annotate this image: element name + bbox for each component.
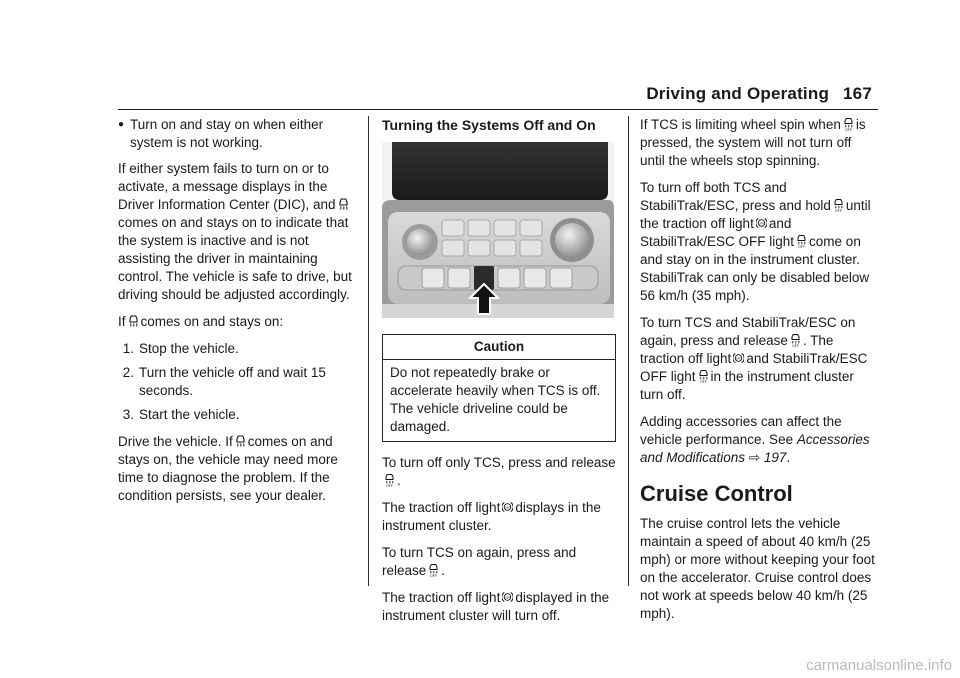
header-rule — [118, 109, 878, 110]
column-divider-1 — [368, 116, 369, 586]
step-text: Turn the vehicle off and wait 15 seconds. — [139, 365, 326, 398]
header-title: Driving and Operating — [646, 84, 830, 103]
text: in the instrument cluster turn off. — [640, 369, 854, 402]
text: To turn off both TCS and StabiliTrak/ESC, press and hold — [640, 180, 831, 213]
page-header — [646, 84, 872, 104]
text: . The traction off light — [640, 333, 834, 366]
bullet-item — [118, 116, 362, 152]
text: The traction off light — [382, 590, 501, 605]
section-title: Cruise Control — [640, 481, 793, 506]
page-ref-number[interactable]: 197 — [763, 450, 787, 465]
console-photo — [382, 142, 614, 318]
text: . — [397, 473, 401, 488]
car-skid-icon — [338, 197, 349, 211]
text: and StabiliTrak/ESC OFF light — [640, 216, 795, 249]
traction-off-icon — [733, 351, 744, 365]
page-ref-arrow-icon: ⇨ — [748, 450, 761, 465]
text: Adding accessories can affect the vehicle performance. See — [640, 414, 842, 447]
traction-off-icon — [502, 500, 513, 514]
text: and StabiliTrak/ESC OFF light — [640, 351, 868, 384]
text: The cruise control lets the vehicle maintain a speed of about 40 km/h (25 mph) or more without keeping your foot on the accelerator. Cruise control does not work at speeds below 40 km/h (25 mph). — [640, 516, 875, 621]
list-item — [118, 406, 362, 424]
step-number: 3. — [122, 407, 134, 422]
text: come on and stay on in the instrument cluster. StabiliTrak can only be disabled below 56 km/h (35 mph). — [640, 234, 870, 303]
paragraph — [382, 589, 616, 625]
cross-reference-link[interactable]: Accessories and Modifications — [640, 432, 870, 465]
text: displays in the instrument cluster. — [382, 500, 601, 533]
steps-list — [118, 340, 362, 424]
paragraph — [118, 433, 362, 505]
column-divider-2 — [628, 116, 629, 586]
text: If either system fails to turn on or to activate, a message displays in the Driver Information Center (DIC), and — [118, 161, 336, 212]
paragraph — [382, 499, 616, 535]
text: comes on and stays on to indicate that the system is inactive and is not assisting the driver in maintaining control. The vehicle is safe to drive, but driving should be adjusted accordingly. — [118, 215, 352, 302]
text: If — [118, 314, 126, 329]
list-item — [118, 340, 362, 358]
text: The traction off light — [382, 500, 501, 515]
caution-title: Caution — [383, 335, 615, 360]
page-number: 167 — [843, 84, 872, 103]
text: If TCS is limiting wheel spin when — [640, 117, 841, 132]
car-skid-icon — [128, 314, 139, 328]
car-off-icon — [833, 198, 844, 212]
text: Drive the vehicle. If — [118, 434, 233, 449]
traction-off-icon — [756, 216, 767, 230]
caution-body: Do not repeatedly brake or accelerate heavily when TCS is off. The vehicle driveline could be damaged. — [390, 365, 601, 434]
text: To turn TCS and StabiliTrak/ESC on again, press and release — [640, 315, 856, 348]
text: To turn TCS on again, press and release — [382, 545, 577, 578]
paragraph — [640, 515, 878, 623]
car-off-icon — [384, 473, 395, 487]
text: . — [786, 450, 791, 465]
car-off-icon — [796, 234, 807, 248]
text: is pressed, the system will not turn off until the wheels stop spinning. — [640, 117, 866, 168]
text: . — [441, 563, 446, 578]
car-off-icon — [698, 369, 709, 383]
car-off-icon — [843, 117, 854, 131]
column-1 — [118, 116, 362, 514]
watermark: carmanualsonline.info — [806, 657, 952, 674]
car-off-icon — [790, 333, 801, 347]
paragraph — [640, 116, 878, 170]
paragraph — [640, 179, 878, 305]
paragraph — [640, 413, 878, 467]
section-heading: Turning the Systems Off and On — [382, 117, 596, 133]
paragraph — [382, 454, 616, 490]
step-text: Start the vehicle. — [139, 407, 240, 422]
step-text: Stop the vehicle. — [139, 341, 239, 356]
paragraph — [382, 544, 616, 580]
text: until the traction off light — [640, 198, 871, 231]
column-2 — [382, 116, 616, 634]
paragraph — [640, 314, 878, 404]
bullet-text: Turn on and stay on when either system is not working. — [130, 117, 324, 150]
column-3 — [640, 116, 878, 632]
text: comes on and stays on, the vehicle may need more time to diagnose the problem. If the condition persists, see your dealer. — [118, 434, 338, 503]
traction-off-icon — [502, 590, 513, 604]
step-number: 2. — [122, 365, 134, 380]
caution-box — [382, 334, 616, 442]
bullet-dot-icon: ● — [118, 119, 125, 130]
text: displayed in the instrument cluster will turn off. — [382, 590, 610, 623]
list-item — [118, 364, 362, 400]
car-off-icon — [428, 563, 439, 577]
step-number: 1. — [122, 341, 134, 356]
text: comes on and stays on: — [140, 314, 284, 329]
text: To turn off only TCS, press and release — [382, 455, 616, 470]
paragraph — [118, 313, 362, 331]
car-skid-icon — [235, 434, 246, 448]
paragraph — [118, 160, 362, 304]
